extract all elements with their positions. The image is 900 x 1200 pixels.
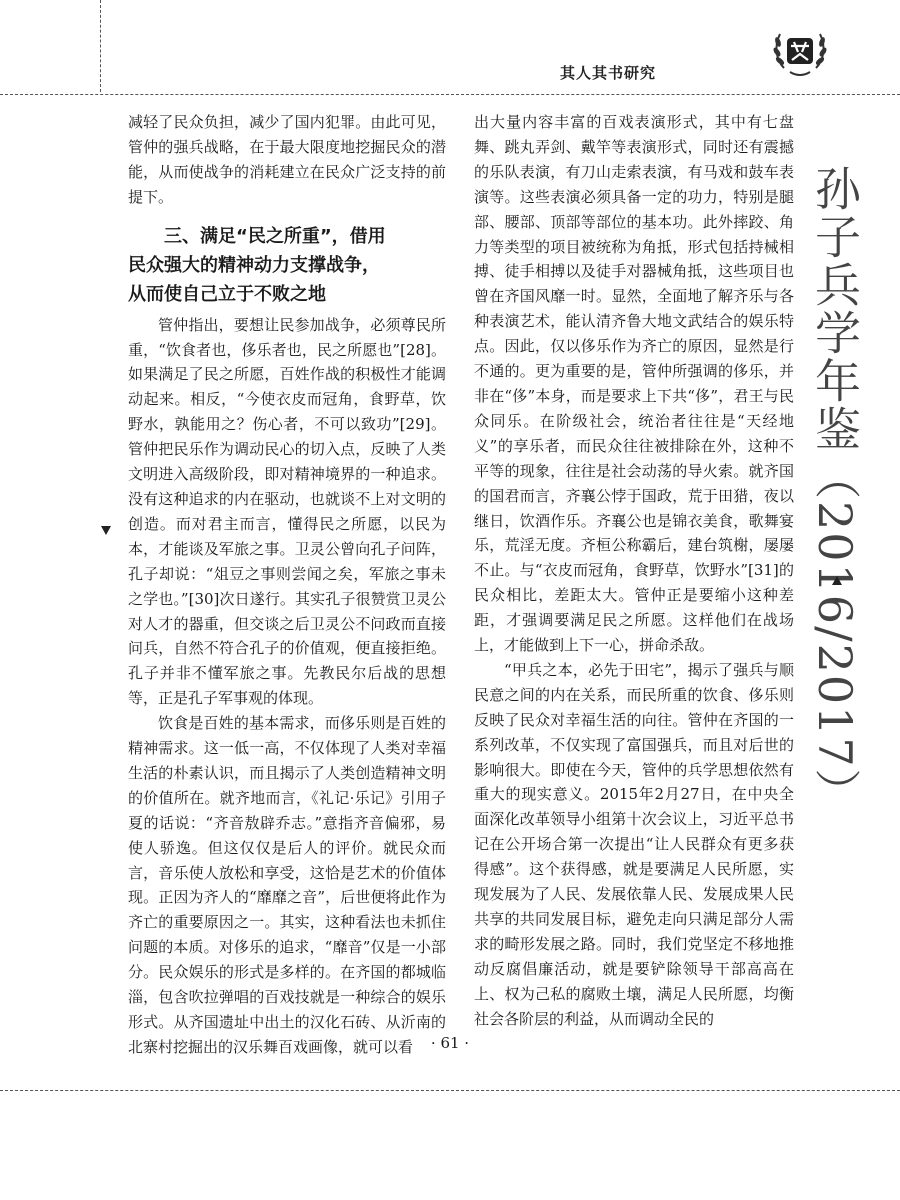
right-text-column <box>474 110 794 1032</box>
section-heading-line: 从而使自己立于不败之地 <box>128 283 326 305</box>
body-paragraph: 管仲指出，要想让民参加战争，必须尊民所重，“饮食者也，侈乐者也，民之所愿也”[28]。如果满足了民之所愿，百姓作战的积极性才能调动起来。相反，“今使衣皮而冠角，食野草，饮野水，孰能用之？伤心者，不可以致功”[29]。管仲把民乐作为调动民心的切入点，反映了人类文明进入高级阶段，即对精神境界的一种追求。没有这种追求的内在驱动，也就谈不上对文明的创造。而对君主而言，懂得民之所愿，以民为本，才能谈及军旅之事。卫灵公曾向孔子问阵，孔子却说：“俎豆之事则尝闻之矣，军旅之事未之学也。”[30]次日遂行。其实孔子很赞赏卫灵公对人才的器重，但交谈之后卫灵公不问政而直接问兵，自然不符合孔子的价值观，便直接拒绝。孔子并非不懂军旅之事。先教民尔后战的思想等，正是孔子军事观的体现。 <box>128 315 446 708</box>
triangle-up-icon <box>832 576 842 585</box>
page-number: · 61 · <box>430 1034 470 1052</box>
top-guide-line <box>0 94 900 95</box>
left-text-column <box>128 110 446 1060</box>
triangle-down-icon <box>101 526 111 535</box>
section-heading <box>128 222 446 309</box>
running-header: 其人其书研究 <box>560 64 657 82</box>
left-guide-line <box>100 0 101 92</box>
body-paragraph: 减轻了民众负担，减少了国内犯罪。由此可见，管仲的强兵战略，在于最大限度地挖掘民众的潜能，从而使战争的消耗建立在民众广泛支持的前提下。 <box>128 113 446 206</box>
bottom-guide-line <box>0 1090 900 1091</box>
body-paragraph: “甲兵之本，必先于田宅”，揭示了强兵与顺民意之间的内在关系，而民所重的饮食、侈乐则反映了民众对幸福生活的向往。管仲在齐国的一系列改革，不仅实现了富国强兵，而且对后世的影响很大。即使在今天，管仲的兵学思想依然有重大的现实意义。2015年2月27日，在中央全面深化改革领导小组第十次会议上，习近平总书记在公开场合第一次提出“让人民群众有更多获得感”。这个获得感，就是要满足人民所愿，实现发展为了人民、发展依靠人民、发展成果人民共享的共同发展目标，避免走向只满足部分人需求的畸形发展之路。同时，我们党坚定不移地推动反腐倡廉活动，就是要铲除领导干部高高在上、权为己私的腐败土壤，满足人民所愿，均衡社会各阶层的利益，从而调动全民的 <box>474 660 794 1028</box>
section-heading-line: 三、满足“民之所重”，借用 <box>164 225 386 247</box>
body-paragraph: 饮食是百姓的基本需求，而侈乐则是百姓的精神需求。这一低一高，不仅体现了人类对幸福生活的朴素认识，而且揭示了人类创造精神文明的价值所在。就齐地而言，《礼记·乐记》引用子夏的话说：“齐音敖辟乔志。”意指齐音偏邪，易使人骄逸。但这仅仅是后人的评价。就民众而言，音乐使人放松和享受，这恰是艺术的价值体现。正因为齐人的“靡靡之音”，后世便将此作为齐亡的重要原因之一。其实，这种看法也未抓住问题的本质。对侈乐的追求，“靡音”仅是一小部分。民众娱乐的形式是多样的。在齐国的都城临淄，包含吹拉弹唱的百戏技就是一种综合的娱乐形式。从齐国遗址中出土的汉化石砖、从沂南的北寨村挖掘出的汉乐舞百戏画像，就可以看 <box>128 714 446 1056</box>
laurel-wreath-emblem-icon <box>770 22 830 82</box>
body-paragraph: 出大量内容丰富的百戏表演形式，其中有七盘舞、跳丸弄剑、戴竿等表演形式，同时还有震撼的乐队表演，有刀山走索表演，有马戏和鼓车表演等。这些表演必须具备一定的功力，特别是腿部、腰部、顶部等部位的基本功。此外摔跤、角力等类型的项目被统称为角抵，形式包括持械相搏、徒手相搏以及徒手对器械角抵，这些项目也曾在齐国风靡一时。显然，全面地了解齐乐与各种表演艺术，能认清齐鲁大地文武结合的娱乐特点。因此，仅以侈乐作为齐亡的原因，显然是行不通的。更为重要的是，管仲所强调的侈乐，并非在“侈”本身，而是要求上下共“侈”，君王与民众同乐。在阶级社会，统治者往往是“天经地义”的享乐者，而民众往往被排除在外，这种不平等的现象，往往是社会动荡的导火索。就齐国的国君而言，齐襄公悖于国政，荒于田猎，夜以继日，饮酒作乐。齐襄公也是锦衣美食，歌舞宴乐，荒淫无度。齐桓公称霸后，建台筑榭，屡屡不止。与“衣皮而冠角，食野草，饮野水”[31]的民众相比，差距太大。管仲正是要缩小这种差距，才强调要满足民之所愿。这样他们在战场上，才能做到上下一心，拼命杀敌。 <box>474 113 794 655</box>
section-heading-line: 民众强大的精神动力支撑战争， <box>128 254 380 276</box>
yearbook-side-title: 孙子兵学年鉴（2016/2017） <box>808 165 862 817</box>
